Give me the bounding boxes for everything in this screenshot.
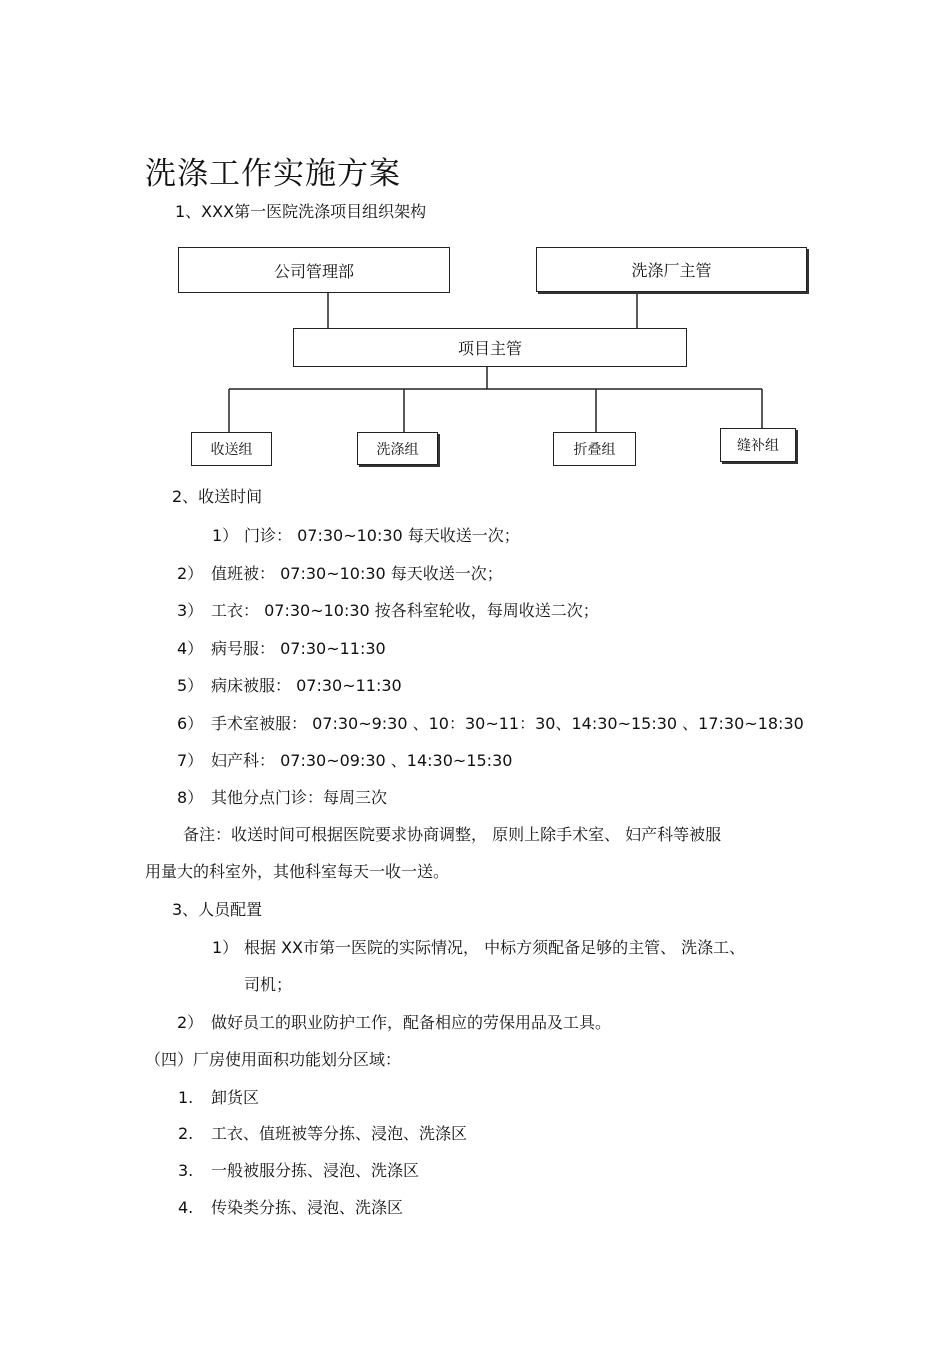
- list-item-number: 3.: [178, 1161, 194, 1180]
- list-item-number: 4）: [177, 639, 204, 658]
- org-box-laundry-supervisor: 洗涤厂主管: [536, 247, 807, 292]
- list-item-number: 5）: [177, 676, 204, 695]
- list-item-number: 3）: [177, 601, 204, 620]
- list-item-text: 病床被服： 07:30~11:30: [211, 676, 402, 695]
- list-item-number: 4.: [178, 1198, 194, 1217]
- list-item-text: 值班被： 07:30~10:30 每天收送一次；: [211, 564, 503, 583]
- section2-heading: 2、收送时间: [172, 487, 263, 506]
- page-title: 洗涤工作实施方案: [145, 156, 401, 192]
- list-item-text: 一般被服分拣、浸泡、洗涤区: [211, 1161, 420, 1180]
- list-item-text: 其他分点门诊：每周三次: [211, 788, 388, 807]
- list-item-number: 1.: [178, 1088, 194, 1107]
- list-item-number: 1）: [212, 526, 239, 545]
- list-item-number: 7）: [177, 751, 204, 770]
- list-item-number: 1）: [212, 938, 239, 957]
- org-box-company-mgmt: 公司管理部: [178, 247, 450, 293]
- org-box-team-0: 收送组: [191, 432, 272, 466]
- list-item-number: 2.: [178, 1124, 194, 1143]
- list-item-text: 手术室被服： 07:30~9:30 、10：30~11：30、14:30~15:30 、17:30~18:30: [211, 714, 804, 733]
- list-item-text: 病号服： 07:30~11:30: [211, 639, 386, 658]
- org-chart-connectors: [0, 0, 950, 480]
- list-item-text: 门诊： 07:30~10:30 每天收送一次；: [244, 526, 520, 545]
- note-line-1: 备注：收送时间可根据医院要求协商调整， 原则上除手术室、 妇产科等被服: [183, 825, 722, 844]
- list-item-text: 妇产科： 07:30~09:30 、14:30~15:30: [211, 751, 513, 770]
- list-item-text: 根据 XX市第一医院的实际情况， 中标方须配备足够的主管、 洗涤工、: [244, 938, 746, 957]
- list-item-text: 卸货区: [211, 1088, 260, 1107]
- section4-heading: （四）厂房使用面积功能划分区域：: [145, 1050, 402, 1069]
- org-box-team-1: 洗涤组: [357, 432, 438, 465]
- list-item-number: 2）: [177, 1013, 204, 1032]
- list-item-text-continued: 司机；: [244, 975, 293, 994]
- section3-heading: 3、人员配置: [172, 900, 263, 919]
- section1-heading: 1、XXX第一医院洗涤项目组织架构: [175, 202, 427, 221]
- list-item-number: 6）: [177, 714, 204, 733]
- list-item-text: 传染类分拣、浸泡、洗涤区: [211, 1198, 404, 1217]
- list-item-number: 8）: [177, 788, 204, 807]
- org-box-team-3: 缝补组: [720, 428, 796, 462]
- list-item-text: 工衣： 07:30~10:30 按各科室轮收，每周收送二次；: [211, 601, 599, 620]
- org-box-team-2: 折叠组: [553, 432, 636, 466]
- list-item-text: 做好员工的职业防护工作，配备相应的劳保用品及工具。: [211, 1013, 612, 1032]
- list-item-number: 2）: [177, 564, 204, 583]
- org-box-project-supervisor: 项目主管: [293, 328, 687, 367]
- note-line-2: 用量大的科室外，其他科室每天一收一送。: [145, 862, 450, 881]
- list-item-text: 工衣、值班被等分拣、浸泡、洗涤区: [211, 1124, 468, 1143]
